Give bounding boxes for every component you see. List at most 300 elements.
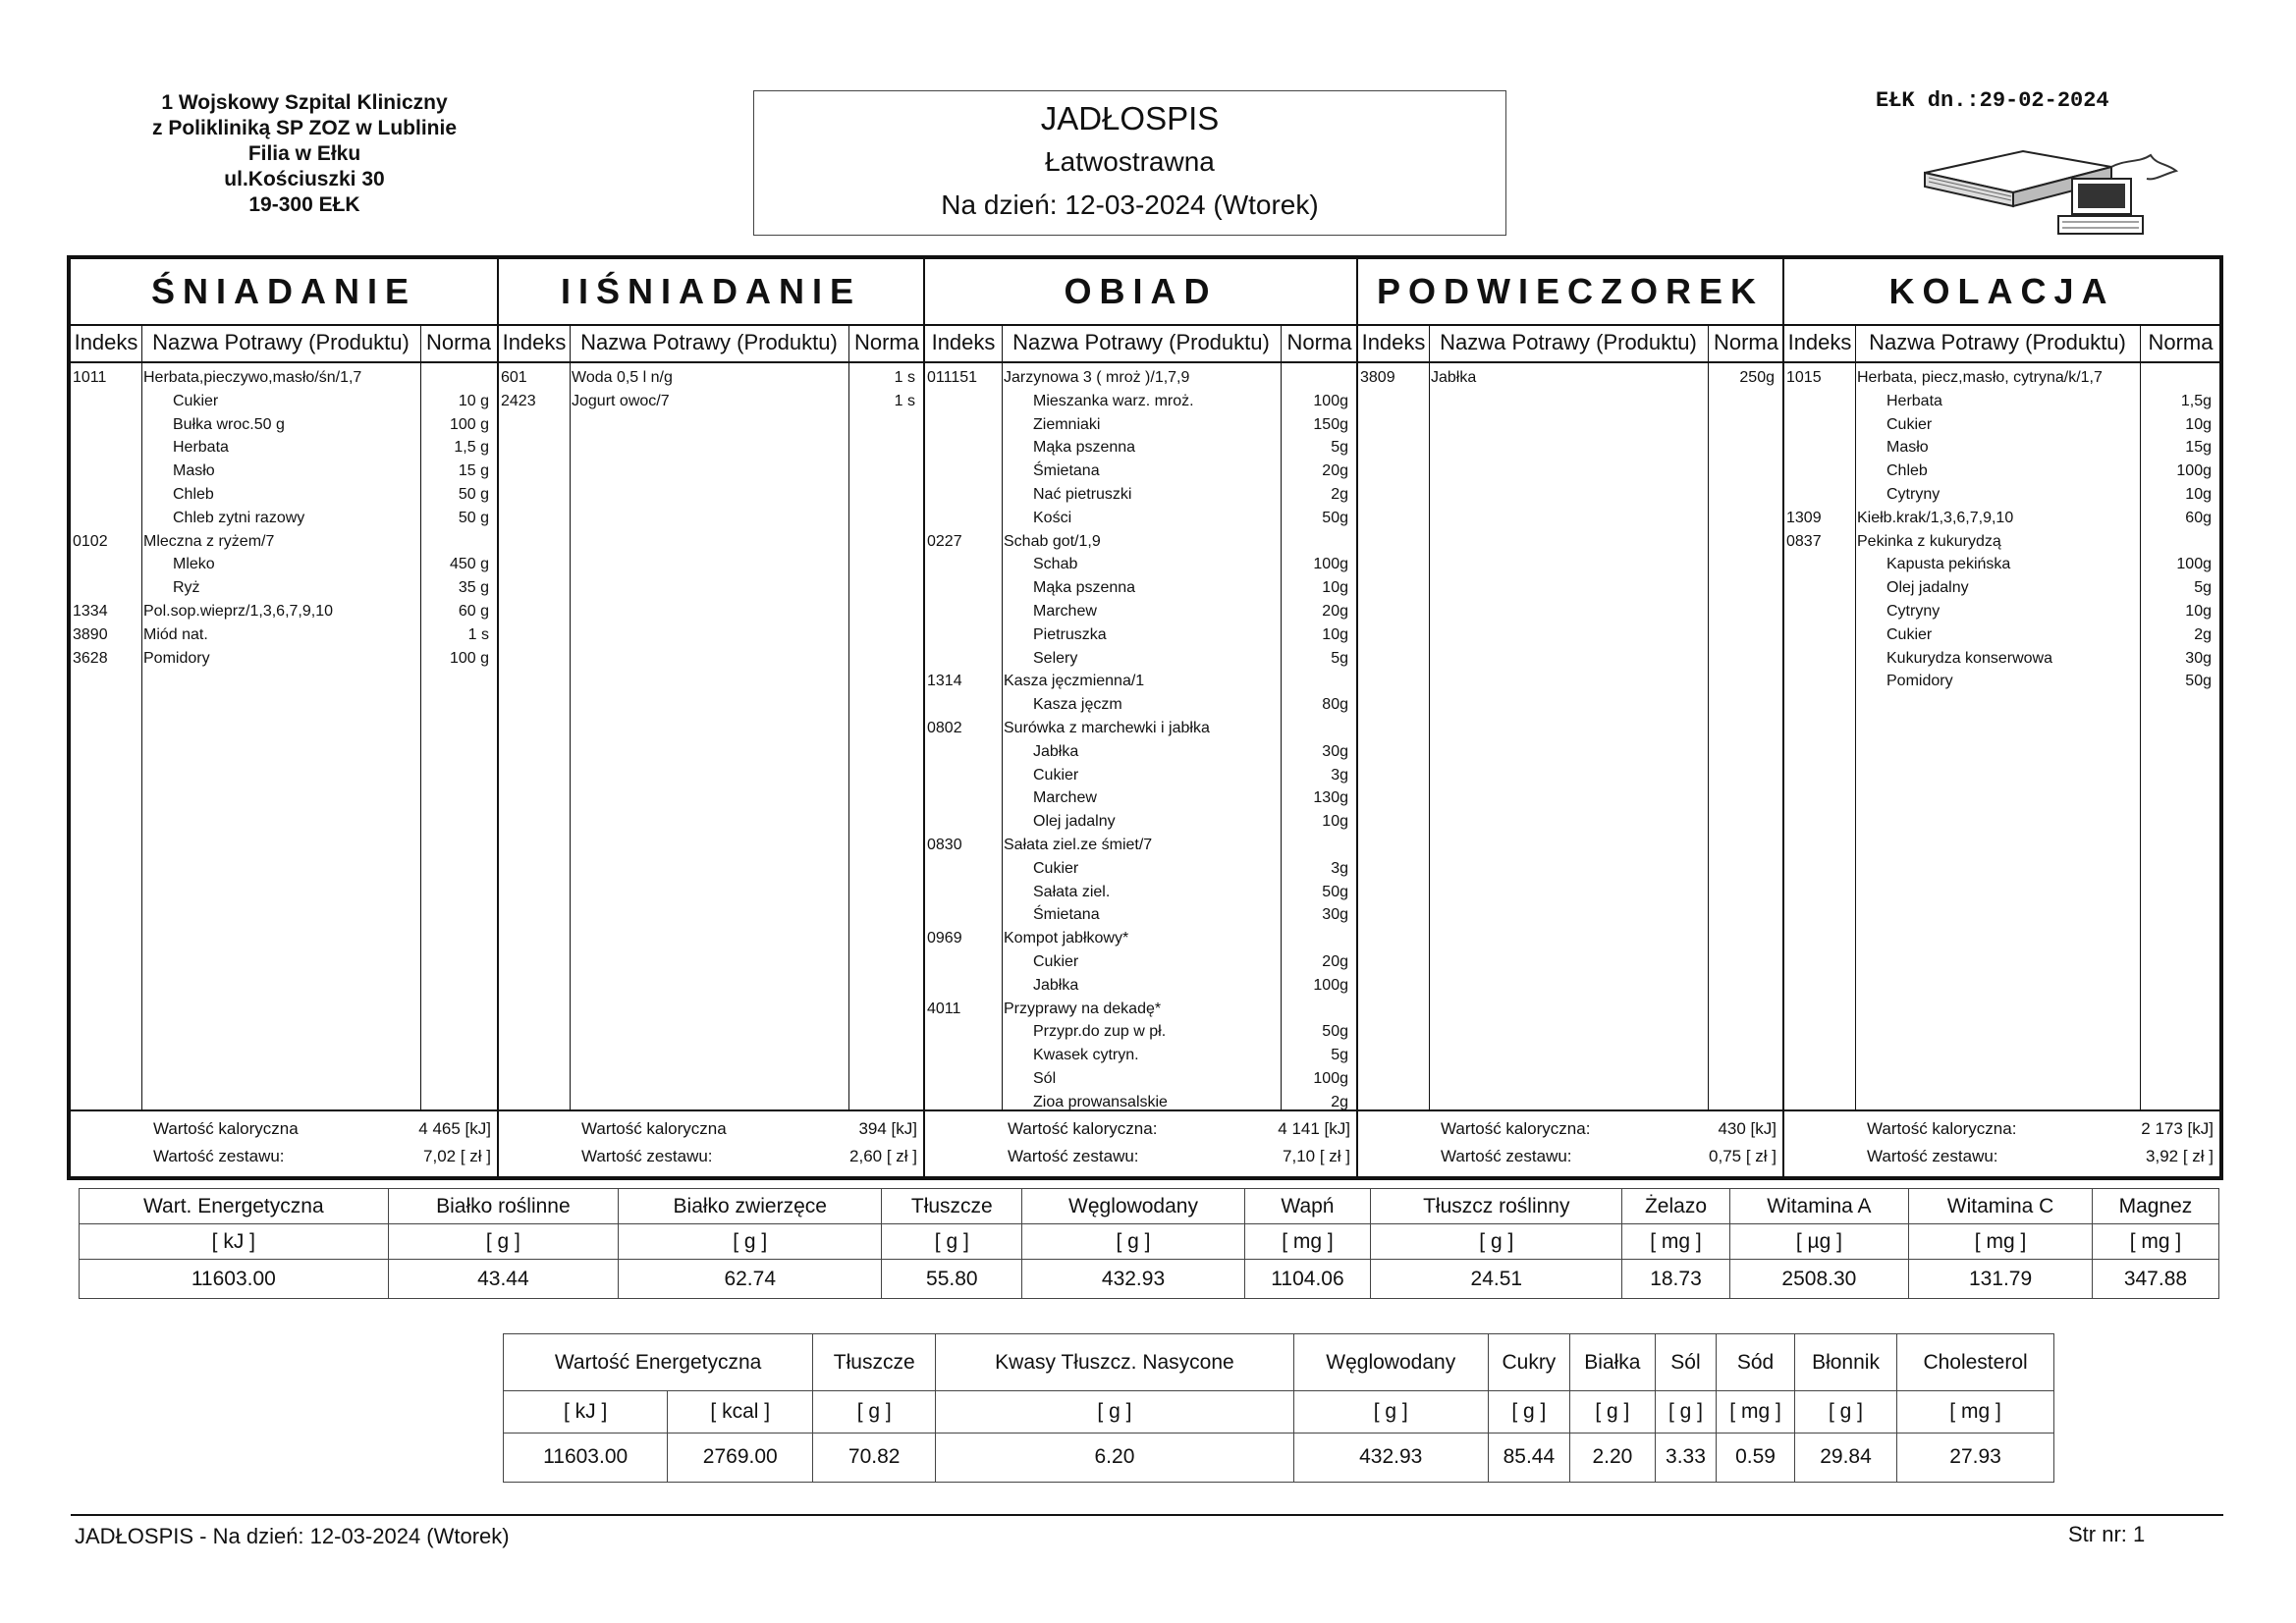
nutr2-value: 432.93 xyxy=(1293,1433,1488,1482)
menu-item-row xyxy=(499,367,923,389)
menu-item-row xyxy=(925,928,1356,949)
item-name: Sałata ziel.ze śmiet/7 xyxy=(1004,837,1153,853)
item-name: Masło xyxy=(1886,439,1929,457)
item-norm: 1 s xyxy=(894,369,915,386)
item-name: Mąka pszenna xyxy=(1033,439,1136,457)
calorie-value: 2 173 [kJ] xyxy=(2141,1119,2214,1138)
item-name: Jarzynowa 3 ( mroż )/1,7,9 xyxy=(1004,369,1190,386)
nutr2-value: 6.20 xyxy=(936,1433,1293,1482)
cost-value: 3,92 [ zł ] xyxy=(2146,1147,2214,1165)
menu-item-row xyxy=(1784,391,2219,412)
cost-label: Wartość zestawu: xyxy=(1867,1147,1998,1165)
menu-item-row xyxy=(925,577,1356,599)
nutr2-unit: [ g ] xyxy=(1655,1391,1716,1433)
menu-item-row xyxy=(1784,484,2219,506)
column-norm-label: Norma xyxy=(1286,330,1352,354)
item-name: Sól xyxy=(1033,1070,1057,1087)
nutr2-header: Cholesterol xyxy=(1897,1334,2054,1391)
nutr1-unit: [ mg ] xyxy=(1244,1224,1370,1260)
meal-items xyxy=(1358,367,1782,1108)
item-norm: 50g xyxy=(1322,883,1348,900)
menu-item-row xyxy=(1784,601,2219,622)
cost-label: Wartość zestawu: xyxy=(581,1147,713,1165)
menu-item-row xyxy=(1784,671,2219,692)
item-norm: 100g xyxy=(1313,556,1348,573)
menu-item-row xyxy=(925,835,1356,856)
nutrition-table-2 xyxy=(503,1333,2054,1483)
cost-value: 7,10 [ zł ] xyxy=(1283,1147,1350,1165)
menu-item-row xyxy=(1358,367,1782,389)
column-header xyxy=(499,324,923,363)
menu-item-row xyxy=(925,484,1356,506)
item-name: Zioa prowansalskie xyxy=(1033,1093,1168,1110)
menu-item-row xyxy=(925,858,1356,880)
item-name: Jabłka xyxy=(1033,976,1079,994)
diet-name: Łatwostrawna xyxy=(1045,146,1215,177)
item-norm: 10g xyxy=(1322,579,1348,597)
nutr1-value: 62.74 xyxy=(619,1260,882,1299)
item-name: Mleczna z ryżem/7 xyxy=(143,532,275,550)
item-index: 0802 xyxy=(927,720,962,736)
nutr2-header: Sód xyxy=(1717,1334,1795,1391)
hospital-line-4: ul.Kościuszki 30 xyxy=(224,168,385,190)
meal-title: ŚNIADANIE xyxy=(71,259,497,326)
meal-summary xyxy=(71,1109,497,1176)
item-norm: 10 g xyxy=(458,392,489,409)
footer-title: JADŁOSPIS - Na dzień: 12-03-2024 (Wtorek) xyxy=(75,1524,510,1548)
nutr1-unit: [ µg ] xyxy=(1729,1224,1909,1260)
nutr1-header: Białko roślinne xyxy=(388,1189,618,1224)
menu-item-row xyxy=(71,624,497,646)
item-norm: 80g xyxy=(1322,696,1348,714)
nutr2-header: Wartość Energetyczna xyxy=(504,1334,813,1391)
nutr2-header: Kwasy Tłuszcz. Nasycone xyxy=(936,1334,1293,1391)
menu-item-row xyxy=(71,577,497,599)
nutr2-value: 29.84 xyxy=(1794,1433,1896,1482)
item-norm: 10g xyxy=(1322,813,1348,831)
nutr1-header: Żelazo xyxy=(1622,1189,1729,1224)
title-box xyxy=(753,90,1506,236)
item-name: Przypr.do zup w pł. xyxy=(1033,1023,1167,1041)
nutr2-unit: [ kcal ] xyxy=(668,1391,813,1433)
item-name: Jabłka xyxy=(1431,369,1477,386)
menu-item-row xyxy=(925,904,1356,926)
nutr2-value: 85.44 xyxy=(1488,1433,1569,1482)
item-norm: 1,5 g xyxy=(454,439,489,457)
item-norm: 5g xyxy=(1331,649,1348,667)
item-norm: 2g xyxy=(1331,1093,1348,1110)
menu-item-row xyxy=(71,508,497,529)
item-norm: 30g xyxy=(1322,906,1348,924)
menu-item-row xyxy=(1784,414,2219,436)
calorie-label: Wartość kaloryczna xyxy=(153,1119,299,1138)
item-norm: 10g xyxy=(2185,486,2212,503)
menu-item-row xyxy=(925,531,1356,553)
menu-item-row xyxy=(925,437,1356,459)
item-norm: 20g xyxy=(1322,462,1348,480)
nutr1-header: Białko zwierzęce xyxy=(619,1189,882,1224)
item-name: Kapusta pekińska xyxy=(1886,556,2011,573)
item-norm: 50 g xyxy=(458,509,489,526)
menu-item-row xyxy=(925,811,1356,833)
nutr1-header: Magnez xyxy=(2092,1189,2218,1224)
nutr2-unit: [ g ] xyxy=(936,1391,1293,1433)
menu-item-row xyxy=(925,648,1356,670)
nutr1-value: 2508.30 xyxy=(1729,1260,1909,1299)
nutr2-header: Sól xyxy=(1655,1334,1716,1391)
item-name: Kwasek cytryn. xyxy=(1033,1047,1139,1064)
menu-item-row xyxy=(71,414,497,436)
item-norm: 5g xyxy=(1331,439,1348,457)
menu-item-row xyxy=(71,437,497,459)
nutr1-header: Węglowodany xyxy=(1022,1189,1244,1224)
menu-item-row xyxy=(1784,460,2219,482)
menu-item-row xyxy=(1784,648,2219,670)
menu-item-row xyxy=(925,1068,1356,1090)
menu-item-row xyxy=(925,367,1356,389)
hospital-line-3: Filia w Ełku xyxy=(247,142,361,165)
item-name: Cukier xyxy=(173,392,219,409)
item-name: Schab xyxy=(1033,556,1078,573)
meal-items xyxy=(499,367,923,1108)
item-norm: 3g xyxy=(1331,859,1348,877)
menu-item-row xyxy=(1784,624,2219,646)
item-index: 0830 xyxy=(927,837,962,853)
item-name: Masło xyxy=(173,462,215,480)
item-name: Kompot jabłkowy* xyxy=(1004,930,1129,947)
menu-item-row xyxy=(1784,554,2219,575)
nutr1-value: 11603.00 xyxy=(80,1260,389,1299)
item-name: Kiełb.krak/1,3,6,7,9,10 xyxy=(1857,509,2014,526)
menu-item-row xyxy=(499,391,923,412)
item-index: 0837 xyxy=(1786,532,1822,550)
nutr2-value: 2769.00 xyxy=(668,1433,813,1482)
menu-item-row xyxy=(1784,577,2219,599)
item-name: Mleko xyxy=(173,556,215,573)
menu-item-row xyxy=(71,391,497,412)
calorie-value: 4 141 [kJ] xyxy=(1278,1119,1350,1138)
item-norm: 50 g xyxy=(458,486,489,503)
menu-item-row xyxy=(925,975,1356,997)
column-norm-label: Norma xyxy=(1713,330,1778,354)
menu-item-row xyxy=(925,718,1356,739)
item-index: 601 xyxy=(501,369,527,386)
book-computer-illustration xyxy=(1915,145,2190,240)
nutr1-unit: [ g ] xyxy=(1022,1224,1244,1260)
item-norm: 130g xyxy=(1313,789,1348,807)
item-name: Kasza jęczmienna/1 xyxy=(1004,673,1145,690)
meal-section xyxy=(497,259,923,1176)
meal-summary xyxy=(925,1109,1356,1176)
menu-item-row xyxy=(925,624,1356,646)
page-number: Str nr: 1 xyxy=(2068,1522,2146,1546)
menu-item-row xyxy=(71,460,497,482)
item-name: Cytryny xyxy=(1886,486,1941,503)
nutr1-unit: [ g ] xyxy=(882,1224,1022,1260)
menu-item-row xyxy=(925,882,1356,903)
menu-item-row xyxy=(925,414,1356,436)
item-name: Olej jadalny xyxy=(1033,813,1116,831)
menu-item-row xyxy=(925,999,1356,1020)
menu-item-row xyxy=(1784,367,2219,389)
column-name-label: Nazwa Potrawy (Produktu) xyxy=(1440,330,1697,354)
menu-item-row xyxy=(925,601,1356,622)
nutr1-value: 347.88 xyxy=(2092,1260,2218,1299)
cost-label: Wartość zestawu: xyxy=(1441,1147,1572,1165)
nutr2-unit: [ g ] xyxy=(1293,1391,1488,1433)
item-name: Cukier xyxy=(1033,859,1079,877)
item-name: Ziemniaki xyxy=(1033,415,1101,433)
nutr2-value: 11603.00 xyxy=(504,1433,668,1482)
item-index: 1011 xyxy=(73,369,107,386)
menu-item-row xyxy=(71,601,497,622)
column-index-label: Indeks xyxy=(74,330,138,354)
column-index-label: Indeks xyxy=(1787,330,1852,354)
meal-title: KOLACJA xyxy=(1784,259,2219,326)
nutr2-unit: [ g ] xyxy=(1570,1391,1656,1433)
menu-item-row xyxy=(1784,531,2219,553)
item-norm: 50g xyxy=(2185,673,2212,690)
nutr1-header: Witamina C xyxy=(1909,1189,2093,1224)
menu-item-row xyxy=(925,694,1356,716)
menu-item-row xyxy=(71,484,497,506)
item-name: Kukurydza konserwowa xyxy=(1886,649,2052,667)
meal-title: OBIAD xyxy=(925,259,1356,326)
item-name: Mieszanka warz. mroż. xyxy=(1033,392,1194,409)
nutr1-value: 24.51 xyxy=(1371,1260,1622,1299)
item-norm: 3g xyxy=(1331,766,1348,784)
item-name: Pomidory xyxy=(1886,673,1953,690)
nutr1-header: Wapń xyxy=(1244,1189,1370,1224)
item-index: 1314 xyxy=(927,673,962,690)
item-name: Herbata,pieczywo,masło/śn/1,7 xyxy=(143,369,362,386)
menu-item-row xyxy=(925,1045,1356,1066)
item-index: 3809 xyxy=(1360,369,1395,386)
column-norm-label: Norma xyxy=(853,330,919,354)
meal-title: PODWIECZOREK xyxy=(1358,259,1782,326)
item-name: Marchew xyxy=(1033,789,1097,807)
item-name: Cukier xyxy=(1033,953,1079,970)
nutr2-value: 27.93 xyxy=(1897,1433,2054,1482)
menu-item-row xyxy=(71,554,497,575)
item-name: Pol.sop.wieprz/1,3,6,7,9,10 xyxy=(143,603,334,620)
nutr1-unit: [ g ] xyxy=(1371,1224,1622,1260)
item-name: Pekinka z kukurydzą xyxy=(1857,532,2001,550)
item-name: Sałata ziel. xyxy=(1033,883,1111,900)
item-norm: 1 s xyxy=(894,392,915,409)
nutr1-value: 432.93 xyxy=(1022,1260,1244,1299)
nutr2-unit: [ g ] xyxy=(1488,1391,1569,1433)
cost-label: Wartość zestawu: xyxy=(153,1147,285,1165)
document-title: JADŁOSPIS xyxy=(1040,100,1220,136)
item-name: Cytryny xyxy=(1886,603,1941,620)
item-norm: 35 g xyxy=(458,579,489,597)
nutr2-unit: [ mg ] xyxy=(1717,1391,1795,1433)
item-norm: 50g xyxy=(1322,1023,1348,1041)
calorie-value: 394 [kJ] xyxy=(858,1119,917,1138)
nutr1-unit: [ mg ] xyxy=(2092,1224,2218,1260)
column-index-label: Indeks xyxy=(1361,330,1426,354)
item-name: Herbata, piecz,masło, cytryna/k/1,7 xyxy=(1857,369,2103,386)
item-name: Schab got/1,9 xyxy=(1004,532,1101,550)
nutr1-unit: [ mg ] xyxy=(1909,1224,2093,1260)
item-norm: 100g xyxy=(2176,462,2212,480)
menu-item-row xyxy=(925,951,1356,973)
item-name: Olej jadalny xyxy=(1886,579,1969,597)
column-name-label: Nazwa Potrawy (Produktu) xyxy=(1869,330,2126,354)
nutr1-header: Tłuszcz roślinny xyxy=(1371,1189,1622,1224)
nutr2-header: Cukry xyxy=(1488,1334,1569,1391)
item-norm: 60 g xyxy=(458,603,489,620)
menu-item-row xyxy=(1784,437,2219,459)
nutr2-unit: [ mg ] xyxy=(1897,1391,2054,1433)
column-header xyxy=(1784,324,2219,363)
nutr1-value: 1104.06 xyxy=(1244,1260,1370,1299)
nutr1-unit: [ g ] xyxy=(619,1224,882,1260)
nutr1-header: Tłuszcze xyxy=(882,1189,1022,1224)
item-norm: 5g xyxy=(1331,1047,1348,1064)
menu-item-row xyxy=(925,787,1356,809)
item-norm: 2g xyxy=(1331,486,1348,503)
nutr2-value: 70.82 xyxy=(813,1433,936,1482)
menu-item-row xyxy=(71,648,497,670)
nutr1-unit: [ kJ ] xyxy=(80,1224,389,1260)
cost-value: 2,60 [ zł ] xyxy=(849,1147,917,1165)
nutr2-value: 0.59 xyxy=(1717,1433,1795,1482)
item-index: 0102 xyxy=(73,532,108,550)
column-header xyxy=(71,324,497,363)
item-norm: 100 g xyxy=(449,415,489,433)
item-norm: 60g xyxy=(2185,509,2212,526)
nutr1-unit: [ g ] xyxy=(388,1224,618,1260)
calorie-label: Wartość kaloryczna xyxy=(581,1119,727,1138)
item-name: Selery xyxy=(1033,649,1078,667)
hospital-line-5: 19-300 EŁK xyxy=(248,193,360,216)
item-norm: 30g xyxy=(1322,742,1348,760)
menu-item-row xyxy=(71,531,497,553)
item-name: Pietruszka xyxy=(1033,625,1107,643)
item-name: Jabłka xyxy=(1033,742,1079,760)
item-index: 4011 xyxy=(927,1000,961,1017)
menu-item-row xyxy=(925,741,1356,763)
column-header xyxy=(1358,324,1782,363)
cost-label: Wartość zestawu: xyxy=(1008,1147,1139,1165)
nutr1-value: 55.80 xyxy=(882,1260,1022,1299)
menu-item-row xyxy=(925,554,1356,575)
menu-item-row xyxy=(71,367,497,389)
nutr2-unit: [ g ] xyxy=(1794,1391,1896,1433)
calorie-value: 4 465 [kJ] xyxy=(418,1119,491,1138)
meal-title: IIŚNIADANIE xyxy=(499,259,923,326)
item-norm: 20g xyxy=(1322,953,1348,970)
item-name: Śmietana xyxy=(1033,906,1100,924)
item-norm: 100g xyxy=(1313,1070,1348,1087)
item-index: 3890 xyxy=(73,625,108,643)
item-norm: 50g xyxy=(1322,509,1348,526)
menu-item-row xyxy=(925,508,1356,529)
item-norm: 10g xyxy=(1322,625,1348,643)
nutr1-value: 131.79 xyxy=(1909,1260,2093,1299)
column-norm-label: Norma xyxy=(2148,330,2214,354)
item-name: Pomidory xyxy=(143,649,210,667)
item-name: Surówka z marchewki i jabłka xyxy=(1004,720,1210,736)
meal-section xyxy=(923,259,1356,1176)
item-norm: 5g xyxy=(2194,579,2212,597)
item-name: Cukier xyxy=(1886,415,1933,433)
item-norm: 2g xyxy=(2194,625,2212,643)
item-index: 0227 xyxy=(927,532,962,550)
item-norm: 20g xyxy=(1322,603,1348,620)
meal-section xyxy=(71,259,497,1176)
item-name: Kasza jęczm xyxy=(1033,696,1122,714)
column-header xyxy=(925,324,1356,363)
menu-item-row xyxy=(925,391,1356,412)
item-index: 3628 xyxy=(73,649,108,667)
nutr1-unit: [ mg ] xyxy=(1622,1224,1729,1260)
item-name: Cukier xyxy=(1033,766,1079,784)
item-norm: 30g xyxy=(2185,649,2212,667)
hospital-address xyxy=(98,90,511,218)
meal-section xyxy=(1356,259,1782,1176)
nutr2-header: Tłuszcze xyxy=(813,1334,936,1391)
item-norm: 1,5g xyxy=(2180,392,2212,409)
item-name: Chleb xyxy=(173,486,214,503)
item-norm: 100g xyxy=(1313,392,1348,409)
item-norm: 250g xyxy=(1739,369,1775,386)
nutr2-value: 3.33 xyxy=(1655,1433,1716,1482)
print-date: EŁK dn.:29-02-2024 xyxy=(1876,88,2109,113)
item-name: Jogurt owoc/7 xyxy=(572,392,670,409)
column-name-label: Nazwa Potrawy (Produktu) xyxy=(1012,330,1270,354)
item-norm: 15 g xyxy=(458,462,489,480)
item-index: 2423 xyxy=(501,392,536,409)
meal-summary xyxy=(499,1109,923,1176)
item-index: 0969 xyxy=(927,930,962,947)
item-norm: 150g xyxy=(1313,415,1348,433)
footer-divider xyxy=(71,1514,2223,1516)
item-name: Chleb zytni razowy xyxy=(173,509,305,526)
item-norm: 100g xyxy=(2176,556,2212,573)
item-index: 011151 xyxy=(927,369,978,386)
nutr2-unit: [ g ] xyxy=(813,1391,936,1433)
item-name: Herbata xyxy=(1886,392,1942,409)
item-index: 1015 xyxy=(1786,369,1822,386)
column-name-label: Nazwa Potrawy (Produktu) xyxy=(580,330,838,354)
item-name: Nać pietruszki xyxy=(1033,486,1132,503)
calorie-label: Wartość kaloryczna: xyxy=(1867,1119,2017,1138)
nutr1-value: 18.73 xyxy=(1622,1260,1729,1299)
item-norm: 10g xyxy=(2185,415,2212,433)
meal-items xyxy=(925,367,1356,1108)
meal-items xyxy=(1784,367,2219,1108)
nutr2-unit: [ kJ ] xyxy=(504,1391,668,1433)
item-norm: 100 g xyxy=(449,649,489,667)
hospital-line-2: z Polikliniką SP ZOZ w Lublinie xyxy=(152,117,457,139)
column-index-label: Indeks xyxy=(931,330,996,354)
item-norm: 450 g xyxy=(449,556,489,573)
meal-items xyxy=(71,367,497,1108)
item-name: Mąka pszenna xyxy=(1033,579,1136,597)
column-name-label: Nazwa Potrawy (Produktu) xyxy=(152,330,410,354)
item-name: Herbata xyxy=(173,439,229,457)
item-name: Cukier xyxy=(1886,625,1933,643)
nutr2-value: 2.20 xyxy=(1570,1433,1656,1482)
hospital-line-1: 1 Wojskowy Szpital Kliniczny xyxy=(161,91,448,114)
nutr1-header: Wart. Energetyczna xyxy=(80,1189,389,1224)
menu-item-row xyxy=(925,460,1356,482)
menu-table xyxy=(67,255,2223,1180)
meal-summary xyxy=(1784,1109,2219,1176)
